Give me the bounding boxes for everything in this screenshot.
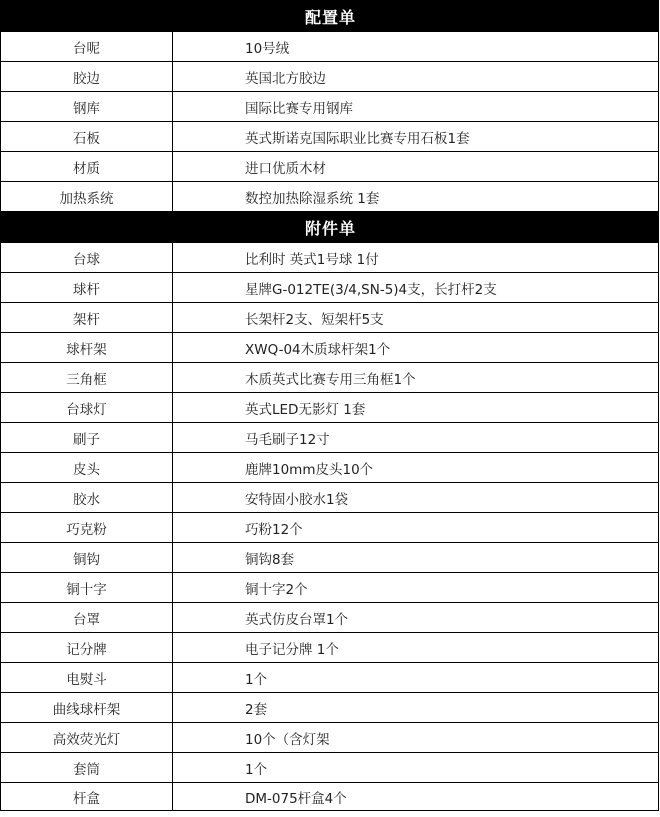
- accessories-header-blank: [1, 212, 173, 243]
- accessory-row: [1, 363, 659, 393]
- accessory-value: 安特固小胶水1袋: [173, 483, 659, 513]
- accessory-value: 木质英式比赛专用三角框1个: [173, 363, 659, 393]
- accessory-value: 1个: [173, 663, 659, 693]
- accessory-label: 电熨斗: [1, 663, 173, 693]
- config-label: 台呢: [1, 32, 173, 62]
- accessory-row: [1, 573, 659, 603]
- accessory-value: 1个: [173, 753, 659, 783]
- accessory-row: [1, 693, 659, 723]
- config-header-blank: [1, 1, 173, 32]
- accessory-label: 记分牌: [1, 633, 173, 663]
- accessory-value: 英式仿皮台罩1个: [173, 603, 659, 633]
- accessory-value: 长架杆2支、短架杆5支: [173, 303, 659, 333]
- accessory-label: 胶水: [1, 483, 173, 513]
- accessory-value: 星牌G-012TE(3/4,SN-5)4支，长打杆2支: [173, 273, 659, 303]
- accessory-row: [1, 753, 659, 783]
- config-row: [1, 122, 659, 152]
- accessories-title: 附件单: [173, 212, 659, 243]
- accessory-row: [1, 543, 659, 573]
- config-label: 钢库: [1, 92, 173, 122]
- config-value: 进口优质木材: [173, 152, 659, 182]
- accessory-row: [1, 483, 659, 513]
- config-label: 胶边: [1, 62, 173, 92]
- accessory-value: 10个（含灯架: [173, 723, 659, 753]
- accessory-row: [1, 303, 659, 333]
- accessory-label: 皮头: [1, 453, 173, 483]
- accessory-label: 曲线球杆架: [1, 693, 173, 723]
- accessory-row: [1, 633, 659, 663]
- config-value: 英式斯诺克国际职业比赛专用石板1套: [173, 122, 659, 152]
- config-label: 材质: [1, 152, 173, 182]
- config-row: [1, 92, 659, 122]
- accessory-value: 鹿牌10mm皮头10个: [173, 453, 659, 483]
- config-label: 石板: [1, 122, 173, 152]
- accessory-label: 台球灯: [1, 393, 173, 423]
- accessory-label: 球杆架: [1, 333, 173, 363]
- accessory-label: 三角框: [1, 363, 173, 393]
- accessory-value: 铜钩8套: [173, 543, 659, 573]
- accessory-label: 台球: [1, 243, 173, 273]
- accessory-value: XWQ-04木质球杆架1个: [173, 333, 659, 363]
- accessory-label: 巧克粉: [1, 513, 173, 543]
- config-value: 数控加热除湿系统 1套: [173, 182, 659, 212]
- accessory-value: 马毛刷子12寸: [173, 423, 659, 453]
- accessory-row: [1, 783, 659, 811]
- accessory-value: 2套: [173, 693, 659, 723]
- accessory-row: [1, 243, 659, 273]
- accessory-label: 高效荧光灯: [1, 723, 173, 753]
- accessory-label: 台罩: [1, 603, 173, 633]
- config-row: [1, 182, 659, 212]
- accessory-row: [1, 663, 659, 693]
- accessory-row: [1, 273, 659, 303]
- accessory-row: [1, 423, 659, 453]
- accessory-row: [1, 393, 659, 423]
- accessory-row: [1, 333, 659, 363]
- accessory-value: 铜十字2个: [173, 573, 659, 603]
- accessory-value: DM-075杆盒4个: [173, 783, 659, 811]
- config-label: 加热系统: [1, 182, 173, 212]
- config-header-row: [1, 1, 659, 32]
- config-value: 10号绒: [173, 32, 659, 62]
- accessory-value: 英式LED无影灯 1套: [173, 393, 659, 423]
- config-row: [1, 152, 659, 182]
- accessory-row: [1, 513, 659, 543]
- accessory-label: 铜钩: [1, 543, 173, 573]
- config-row: [1, 32, 659, 62]
- config-value: 国际比赛专用钢库: [173, 92, 659, 122]
- config-row: [1, 62, 659, 92]
- accessory-row: [1, 603, 659, 633]
- config-value: 英国北方胶边: [173, 62, 659, 92]
- accessory-value: 巧粉12个: [173, 513, 659, 543]
- accessory-label: 刷子: [1, 423, 173, 453]
- config-title: 配置单: [173, 1, 659, 32]
- accessory-value: 电子记分牌 1个: [173, 633, 659, 663]
- accessories-header-row: [1, 212, 659, 243]
- accessory-label: 球杆: [1, 273, 173, 303]
- accessory-label: 套筒: [1, 753, 173, 783]
- accessory-label: 架杆: [1, 303, 173, 333]
- accessory-row: [1, 723, 659, 753]
- accessory-label: 铜十字: [1, 573, 173, 603]
- accessory-label: 杆盒: [1, 783, 173, 811]
- accessory-row: [1, 453, 659, 483]
- accessory-value: 比利时 英式1号球 1付: [173, 243, 659, 273]
